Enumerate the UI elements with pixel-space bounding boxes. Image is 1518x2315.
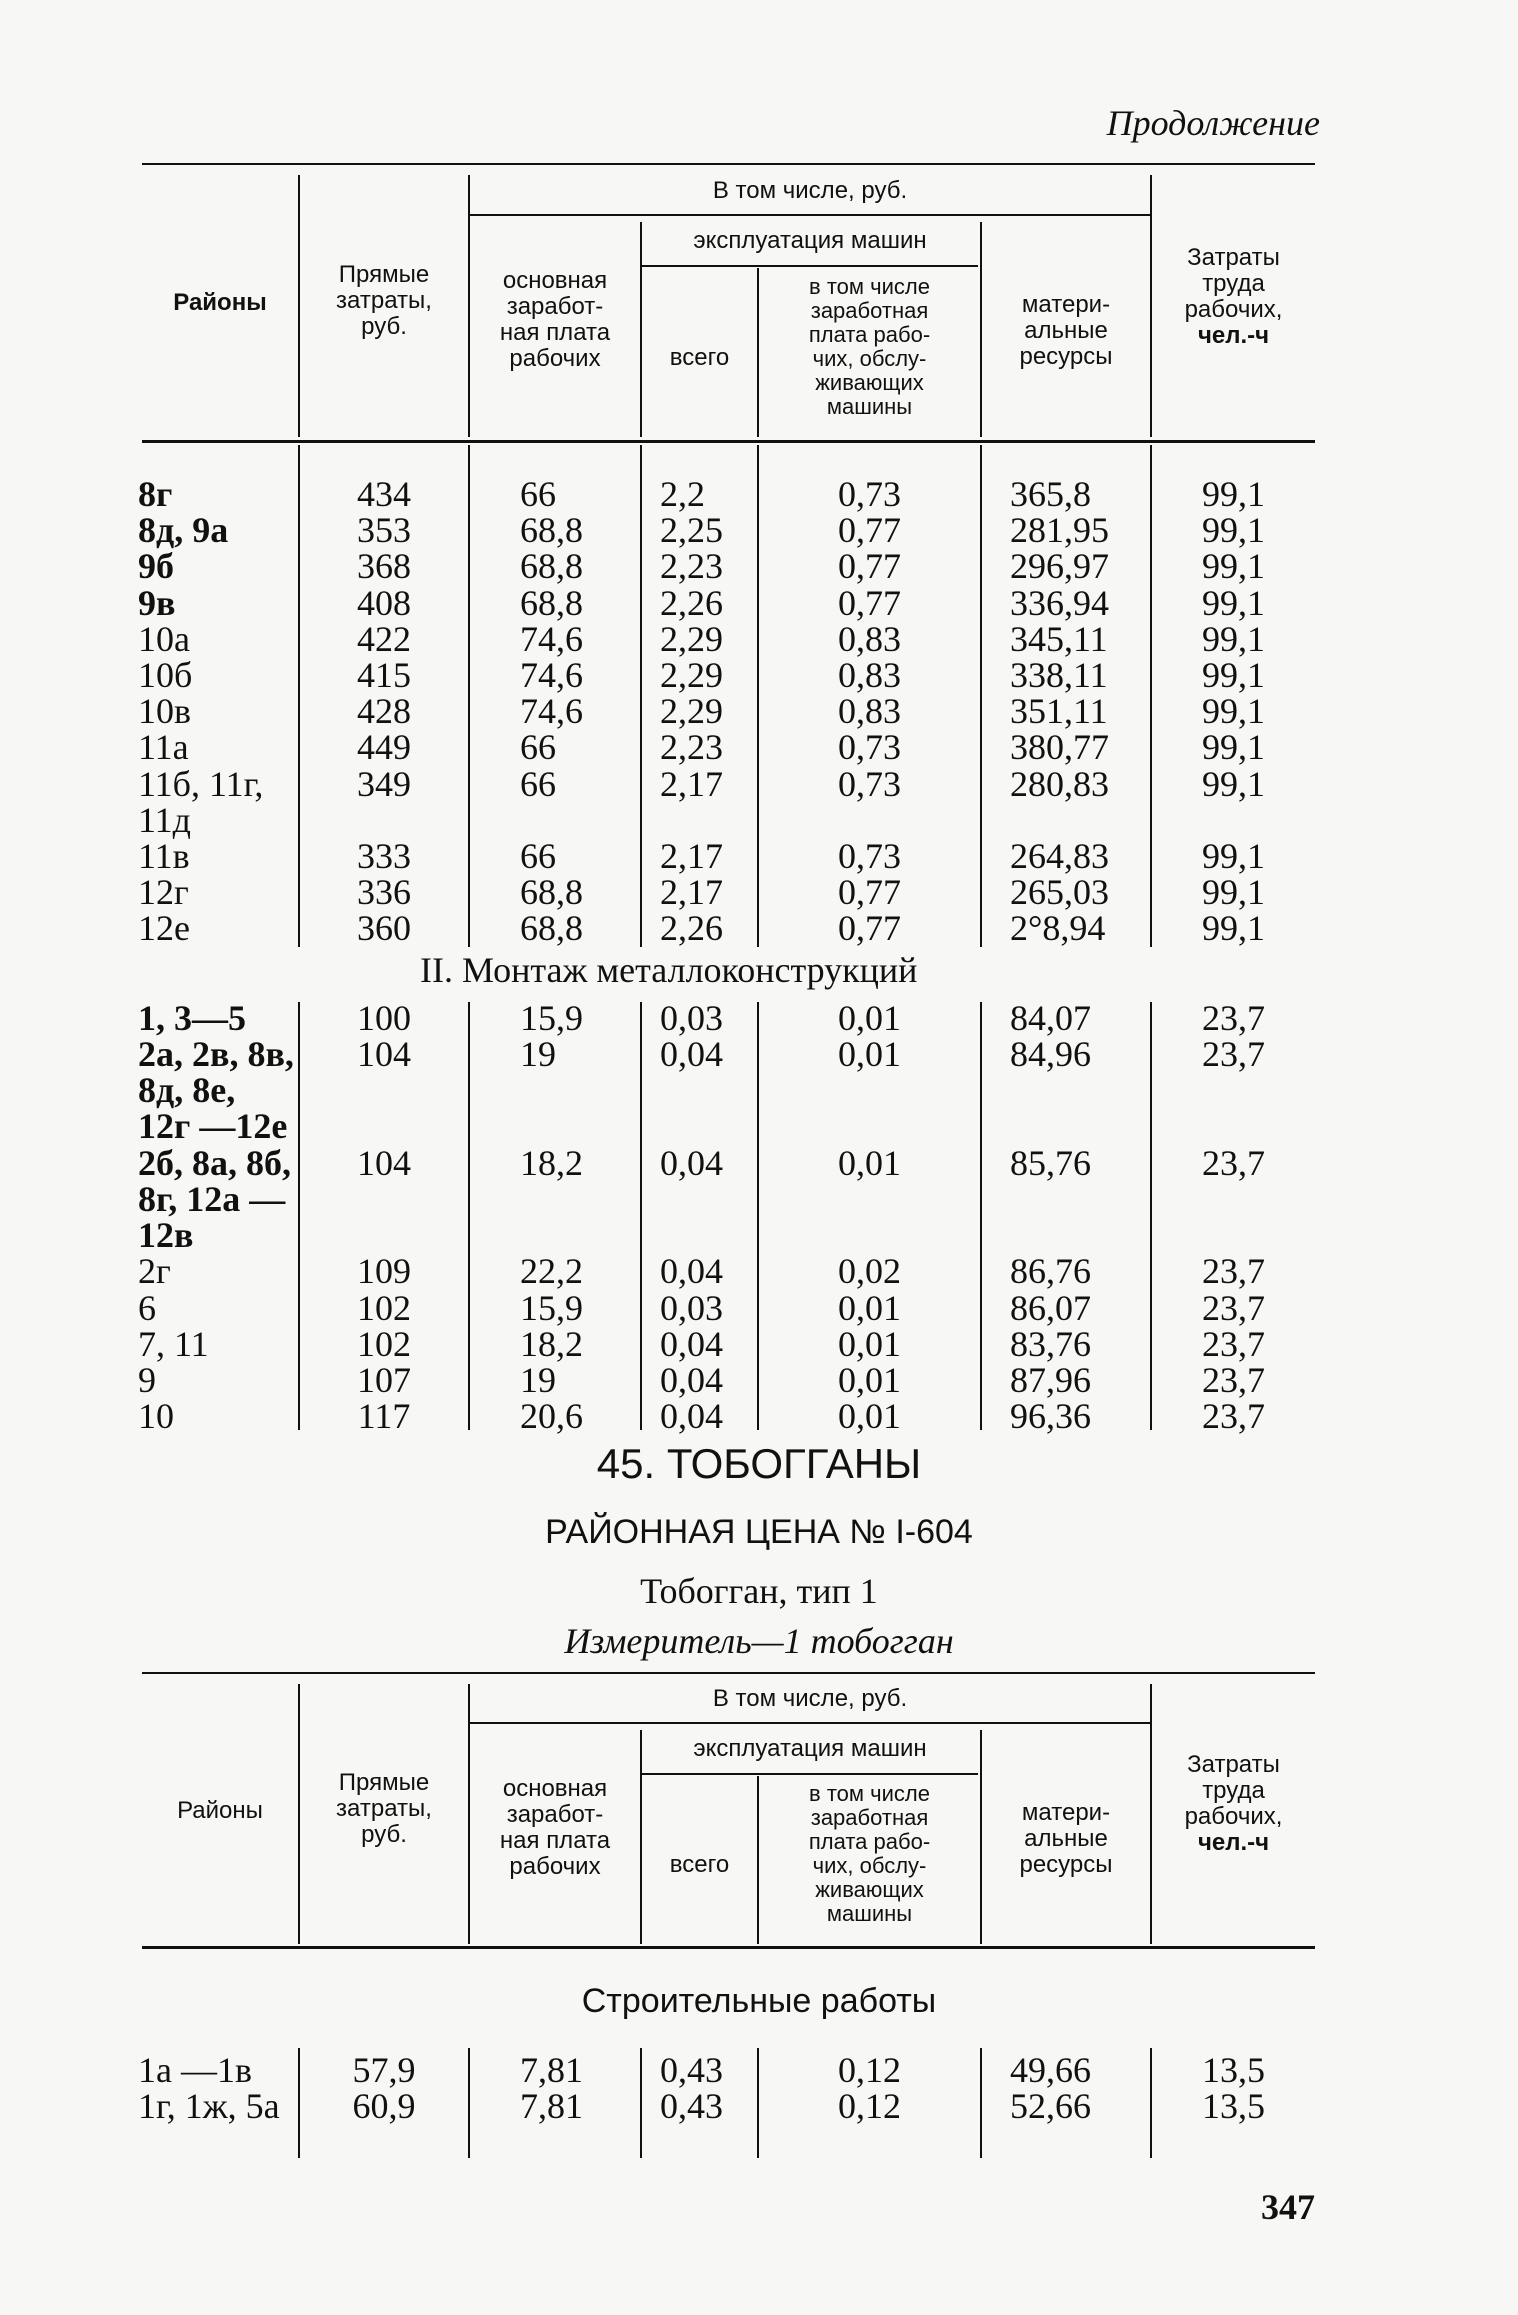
material-cell: 380,77 (1010, 727, 1109, 768)
machine-wage-cell: 0,02 (838, 1251, 901, 1292)
labor-cell: 23,7 (1202, 1360, 1265, 1400)
wage-cell: 20,6 (520, 1396, 583, 1437)
machine-wage-cell: 0,01 (838, 1323, 901, 1364)
machine-wage-cell: 0,77 (838, 872, 901, 913)
t1-col-osnovnaya: основная заработ- ная плата рабочих (499, 267, 611, 372)
direct-cell: 434 (357, 474, 411, 514)
direct-cell: 449 (357, 727, 411, 768)
page-number: 347 (1261, 2187, 1315, 2227)
wage-cell: 66 (520, 836, 556, 876)
total-cell: 2,25 (660, 510, 723, 551)
machine-wage-cell: 0,73 (838, 474, 901, 514)
t2-body-vline-2 (468, 2048, 470, 2158)
direct-cell: 102 (357, 1323, 411, 1364)
total-cell: 0,03 (660, 998, 723, 1038)
t1-col-rayony: Районы (173, 289, 267, 316)
item-title: Тобогган, тип 1 (640, 1571, 878, 1611)
t1-col-machine-wage: в том числе заработная плата рабо- чих, обслу- живающих машины (808, 274, 931, 419)
t1-body-vline-3 (640, 445, 642, 947)
direct-cell: 415 (357, 655, 411, 695)
t1-rule-ekspl (642, 265, 978, 267)
total-cell: 2,29 (660, 618, 723, 659)
machine-wage-cell: 0,01 (838, 1287, 901, 1328)
labor-cell: 99,1 (1202, 582, 1265, 623)
wage-cell: 18,2 (520, 1323, 583, 1364)
wage-cell: 15,9 (520, 998, 583, 1038)
total-cell: 0,04 (660, 1396, 723, 1437)
labor-cell: 99,1 (1202, 872, 1265, 913)
machine-wage-cell: 0,73 (838, 836, 901, 876)
machine-wage-cell: 0,01 (838, 1034, 901, 1075)
machine-wage-cell: 0,01 (838, 1360, 901, 1400)
table2-header-bottom-rule (142, 1946, 1315, 1949)
t2-col-vsego: всего (669, 1851, 730, 1878)
t2-col-pryamye: Прямые затраты, руб. (336, 1769, 432, 1848)
direct-cell: 336 (357, 872, 411, 913)
t1-col-vsego: всего (669, 344, 730, 371)
region-cell: 1, 3—5 (138, 998, 246, 1038)
direct-cell: 100 (357, 998, 411, 1038)
material-cell: 86,76 (1010, 1251, 1091, 1292)
labor-cell: 13,5 (1202, 2086, 1265, 2127)
t1-col-pryamye: Прямые затраты, руб. (336, 261, 432, 340)
total-cell: 2,26 (660, 582, 723, 623)
t2-rule-ekspl (642, 1773, 978, 1775)
section2-title: II. Монтаж металлоконструкций (420, 950, 918, 990)
direct-cell: 57,9 (352, 2050, 416, 2090)
region-cell: 9 (138, 1360, 156, 1400)
total-cell: 2,17 (660, 872, 723, 913)
labor-cell: 23,7 (1202, 998, 1265, 1038)
machine-wage-cell: 0,01 (838, 1396, 901, 1437)
machine-wage-cell: 0,12 (838, 2050, 901, 2090)
direct-cell: 102 (357, 1287, 411, 1328)
region-cell: 7, 11 (138, 1323, 209, 1364)
material-cell: 83,76 (1010, 1323, 1091, 1364)
wage-cell: 68,8 (520, 872, 583, 913)
machine-wage-cell: 0,77 (838, 582, 901, 623)
table1-header-bottom-rule (142, 440, 1315, 443)
t1b-vline-2 (468, 1002, 470, 1430)
direct-cell: 408 (357, 582, 411, 623)
region-cell: 12е (138, 908, 190, 949)
labor-cell: 99,1 (1202, 655, 1265, 695)
t2-rule-v-tom-chisle (470, 1722, 1150, 1724)
labor-cell: 23,7 (1202, 1034, 1265, 1075)
direct-cell: 104 (357, 1034, 411, 1075)
region-cell: 1г, 1ж, 5а (138, 2086, 280, 2127)
wage-cell: 68,8 (520, 908, 583, 949)
price-title: РАЙОННАЯ ЦЕНА № I-604 (545, 1513, 973, 1551)
wage-cell: 7,81 (520, 2086, 583, 2127)
total-cell: 0,04 (660, 1034, 723, 1075)
region-cell: 2б, 8а, 8б, 8г, 12а — 12в (138, 1142, 291, 1255)
material-cell: 85,76 (1010, 1142, 1091, 1183)
total-cell: 2,29 (660, 691, 723, 732)
total-cell: 2,23 (660, 546, 723, 587)
material-cell: 365,8 (1010, 474, 1091, 514)
section-builds-title: Строительные работы (581, 1982, 937, 2020)
machine-wage-cell: 0,01 (838, 998, 901, 1038)
material-cell: 264,83 (1010, 836, 1109, 876)
labor-cell: 99,1 (1202, 691, 1265, 732)
wage-cell: 74,6 (520, 691, 583, 732)
labor-cell: 99,1 (1202, 727, 1265, 768)
labor-cell: 23,7 (1202, 1323, 1265, 1364)
chapter-title: 45. ТОБОГГАНЫ (596, 1440, 922, 1487)
labor-cell: 13,5 (1202, 2050, 1265, 2090)
t2-vline-3 (640, 1730, 642, 1944)
wage-cell: 68,8 (520, 510, 583, 551)
machine-wage-cell: 0,01 (838, 1142, 901, 1183)
table1-top-rule (142, 163, 1315, 165)
region-cell: 6 (138, 1287, 156, 1328)
region-cell: 8д, 9а (138, 510, 229, 551)
region-cell: 9б (138, 546, 174, 587)
material-cell: 265,03 (1010, 872, 1109, 913)
t2-body-vline-3 (640, 2048, 642, 2158)
labor-cell: 99,1 (1202, 510, 1265, 551)
labor-cell: 99,1 (1202, 836, 1265, 876)
total-cell: 0,03 (660, 1287, 723, 1328)
wage-cell: 68,8 (520, 582, 583, 623)
wage-cell: 19 (520, 1034, 556, 1075)
total-cell: 2,17 (660, 763, 723, 804)
t2-col-ekspluatatsiya: эксплуатация машин (693, 1735, 927, 1762)
total-cell: 2,17 (660, 836, 723, 876)
direct-cell: 104 (357, 1142, 411, 1183)
material-cell: 84,07 (1010, 998, 1091, 1038)
t2-col-machine-wage: в том числе заработная плата рабо- чих, обслу- живающих машины (808, 1781, 931, 1926)
total-cell: 0,04 (660, 1142, 723, 1183)
labor-cell: 99,1 (1202, 546, 1265, 587)
t1-col-v-tom-chisle: В том числе, руб. (712, 177, 908, 204)
direct-cell: 60,9 (352, 2086, 416, 2127)
direct-cell: 107 (357, 1360, 411, 1400)
wage-cell: 66 (520, 474, 556, 514)
region-cell: 8г (138, 474, 173, 514)
labor-cell: 23,7 (1202, 1251, 1265, 1292)
labor-cell: 23,7 (1202, 1142, 1265, 1183)
wage-cell: 68,8 (520, 546, 583, 587)
direct-cell: 422 (357, 618, 411, 659)
t1-body-vline-5 (980, 445, 982, 947)
material-cell: 49,66 (1010, 2050, 1091, 2090)
t1-col-materialnye: матери- альные ресурсы (1019, 291, 1113, 370)
t1b-vline-5 (980, 1002, 982, 1430)
material-cell: 280,83 (1010, 763, 1109, 804)
measure-title: Измеритель—1 тобогган (564, 1621, 954, 1661)
total-cell: 2,2 (660, 474, 705, 514)
t1-col-ekspluatatsiya: эксплуатация машин (693, 227, 927, 254)
labor-cell: 99,1 (1202, 474, 1265, 514)
wage-cell: 15,9 (520, 1287, 583, 1328)
t2-col-v-tom-chisle: В том числе, руб. (712, 1685, 908, 1712)
total-cell: 2,26 (660, 908, 723, 949)
region-cell: 11а (138, 727, 189, 768)
direct-cell: 349 (357, 763, 411, 804)
wage-cell: 18,2 (520, 1142, 583, 1183)
machine-wage-cell: 0,77 (838, 510, 901, 551)
machine-wage-cell: 0,77 (838, 908, 901, 949)
t1-vline-3 (640, 222, 642, 437)
t1-col-zatraty: Затраты труда рабочих, чел.-ч (1184, 244, 1283, 349)
region-cell: 10 (138, 1396, 174, 1437)
wage-cell: 7,81 (520, 2050, 583, 2090)
wage-cell: 19 (520, 1360, 556, 1400)
labor-cell: 99,1 (1202, 908, 1265, 949)
machine-wage-cell: 0,83 (838, 691, 901, 732)
material-cell: 296,97 (1010, 546, 1109, 587)
t2-col-rayony: Районы (177, 1797, 263, 1824)
machine-wage-cell: 0,77 (838, 546, 901, 587)
t1-rule-v-tom-chisle (470, 214, 1150, 216)
material-cell: 345,11 (1010, 618, 1108, 659)
wage-cell: 66 (520, 763, 556, 804)
total-cell: 0,04 (660, 1360, 723, 1400)
total-cell: 0,04 (660, 1323, 723, 1364)
material-cell: 86,07 (1010, 1287, 1091, 1328)
material-cell: 351,11 (1010, 691, 1108, 732)
region-cell: 2а, 2в, 8в, 8д, 8е, 12г —12е (138, 1034, 294, 1147)
direct-cell: 353 (357, 510, 411, 551)
table2-top-rule (142, 1672, 1315, 1674)
t1b-vline-3 (640, 1002, 642, 1430)
region-cell: 2г (138, 1251, 171, 1292)
material-cell: 338,11 (1010, 655, 1108, 695)
total-cell: 0,43 (660, 2050, 723, 2090)
machine-wage-cell: 0,12 (838, 2086, 901, 2127)
t2-col-materialnye: матери- альные ресурсы (1019, 1799, 1113, 1878)
total-cell: 0,43 (660, 2086, 723, 2127)
region-cell: 11б, 11г, 11д (138, 763, 264, 840)
total-cell: 0,04 (660, 1251, 723, 1292)
wage-cell: 74,6 (520, 618, 583, 659)
t2-col-zatraty: Затраты труда рабочих, чел.-ч (1184, 1751, 1283, 1856)
material-cell: 281,95 (1010, 510, 1109, 551)
region-cell: 9в (138, 582, 176, 623)
material-cell: 96,36 (1010, 1396, 1091, 1437)
region-cell: 12г (138, 872, 189, 913)
wage-cell: 22,2 (520, 1251, 583, 1292)
total-cell: 2,29 (660, 655, 723, 695)
continued-label: Продолжение (1106, 103, 1320, 143)
region-cell: 11в (138, 836, 190, 876)
direct-cell: 428 (357, 691, 411, 732)
t2-col-osnovnaya: основная заработ- ная плата рабочих (499, 1775, 611, 1880)
labor-cell: 99,1 (1202, 618, 1265, 659)
material-cell: 336,94 (1010, 582, 1109, 623)
region-cell: 10а (138, 618, 190, 659)
labor-cell: 23,7 (1202, 1287, 1265, 1328)
total-cell: 2,23 (660, 727, 723, 768)
machine-wage-cell: 0,83 (838, 618, 901, 659)
direct-cell: 368 (357, 546, 411, 587)
t2-body-vline-5 (980, 2048, 982, 2158)
direct-cell: 333 (357, 836, 411, 876)
labor-cell: 23,7 (1202, 1396, 1265, 1437)
region-cell: 10б (138, 655, 193, 695)
t1-body-vline-2 (468, 445, 470, 947)
material-cell: 84,96 (1010, 1034, 1091, 1075)
direct-cell: 109 (357, 1251, 411, 1292)
labor-cell: 99,1 (1202, 763, 1265, 804)
machine-wage-cell: 0,83 (838, 655, 901, 695)
direct-cell: 360 (357, 908, 411, 949)
material-cell: 2°8,94 (1010, 908, 1106, 949)
machine-wage-cell: 0,73 (838, 727, 901, 768)
wage-cell: 74,6 (520, 655, 583, 695)
region-cell: 1а —1в (138, 2050, 252, 2090)
direct-cell: 117 (357, 1396, 411, 1437)
material-cell: 87,96 (1010, 1360, 1091, 1400)
wage-cell: 66 (520, 727, 556, 768)
region-cell: 10в (138, 691, 191, 732)
material-cell: 52,66 (1010, 2086, 1091, 2127)
machine-wage-cell: 0,73 (838, 763, 901, 804)
